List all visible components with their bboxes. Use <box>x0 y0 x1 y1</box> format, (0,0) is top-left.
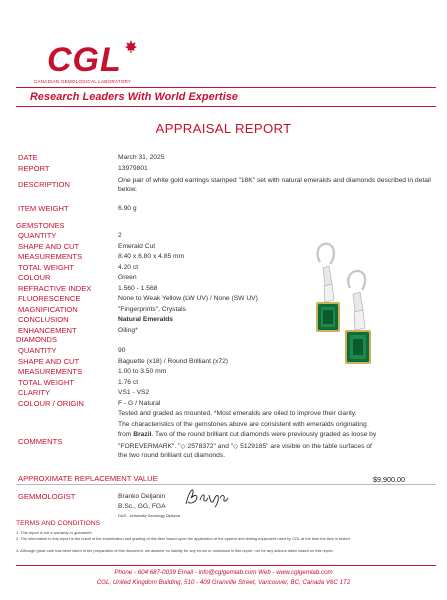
report-label: REPORT <box>18 164 50 173</box>
dia-clarity-value: VS1 - VS2 <box>118 389 150 396</box>
gem-colour-label: COLOUR <box>18 273 51 282</box>
terms-item-1: 1. This report is not a warranty or guarantee. <box>16 530 93 535</box>
dia-quantity-value: 90 <box>118 347 126 354</box>
dia-measurements-label: MEASUREMENTS <box>18 367 83 376</box>
footer-contact: Phone - 604 687-0039 Email - info@cglgemlab.com Web - www.cglgemlab.com <box>114 569 333 576</box>
date-value: March 31, 2025 <box>118 154 165 161</box>
gem-enhancement-value: Oiling* <box>118 326 138 334</box>
valuation-divider <box>16 484 436 485</box>
comments-line-1: Tested and graded as mounted. *Most emeralds are oiled to improve their clarity. <box>118 410 357 417</box>
header-divider <box>16 87 436 88</box>
gemmologist-credentials: B.Sc., GG, FGA <box>118 503 166 510</box>
logo-subtitle: CANADIAN GEMOLOGICAL LABORATORY <box>34 79 132 84</box>
tagline-divider <box>16 106 436 107</box>
dia-shape-value: Baguette (x18) / Round Brilliant (x72) <box>118 357 229 365</box>
dia-shape-label: SHAPE AND CUT <box>18 356 80 366</box>
gem-conclusion-value: Natural Emeralds <box>118 316 174 323</box>
valuation-label: APPROXIMATE REPLACEMENT VALUE <box>18 474 158 483</box>
footer-divider <box>16 565 436 566</box>
comments-line-4: "FOREVERMARK". "◇ 2578372" and "◇ 5129185" are visible on the table surfaces of <box>118 442 372 450</box>
comments-label: COMMENTS <box>18 437 63 446</box>
dia-quantity-label: QUANTITY <box>18 346 57 355</box>
gem-fluorescence-label: FLUORESCENCE <box>18 294 81 303</box>
page-title: APPRAISAL REPORT <box>155 121 292 136</box>
left-earring <box>316 244 340 332</box>
cgl-logo <box>45 40 145 80</box>
right-earring <box>345 271 371 364</box>
comments-text-cont: . Two of the round brilliant cut diamonds were previously graded as loose by <box>151 431 377 438</box>
valuation-value: $9,900.00 <box>373 475 405 484</box>
description-value: One pair of white gold earrings stamped "18K" set with natural emeralds and diamonds described in detail below. <box>118 177 431 194</box>
gem-refractive-index-label: REFRACTIVE INDEX <box>18 283 92 293</box>
gem-refractive-index-value: 1.560 - 1.568 <box>118 284 158 292</box>
terms-item-3: 3. Although great care has been taken in the preparation of this document, we assume no liability for any errors or omissions in this report, nor for any actions taken based on this report. <box>16 548 334 553</box>
dia-total-weight-value: 1.76 ct <box>118 378 139 386</box>
signature <box>182 486 232 510</box>
dia-total-weight-label: TOTAL WEIGHT <box>18 377 74 387</box>
gem-shape-value: Emerald Cut <box>118 242 156 250</box>
description-label: DESCRIPTION <box>18 180 70 189</box>
gem-conclusion-label: CONCLUSION <box>18 315 69 324</box>
comments-line-5: the two round brilliant cut diamonds. <box>118 452 226 459</box>
logo-text: CGL <box>47 41 122 79</box>
gem-fluorescence-value: None to Weak Yellow (LW UV) / None (SW UV) <box>118 295 258 302</box>
date-label: DATE <box>18 153 38 162</box>
maple-leaf-icon <box>125 40 137 53</box>
dia-colour-origin-label: COLOUR / ORIGIN <box>18 398 84 408</box>
gem-colour-value: Green <box>118 274 137 281</box>
comments-line-2: The characteristics of the gemstones above are consistent with emeralds originating <box>118 420 367 428</box>
diamonds-heading: DIAMONDS <box>16 335 57 344</box>
tagline: Research Leaders With World Expertise <box>30 91 239 103</box>
comments-text: from <box>118 431 134 438</box>
gemmologist-diploma: DUG - University Gemology Diploma <box>118 514 180 518</box>
report-value: 13979801 <box>118 165 148 172</box>
terms-item-2: 2. The information in this report is the result of the examination and grading of this item based upon the application of the system and testing equipment used by CGL at the time the item is tested. <box>16 536 351 541</box>
item-weight-value: 6.90 g <box>118 205 137 212</box>
gemmologist-name: Branko Deljanin <box>118 493 166 500</box>
item-weight-label: ITEM WEIGHT <box>18 204 69 213</box>
dia-clarity-label: CLARITY <box>18 388 51 397</box>
gem-measurements-value: 8.40 x 6.80 x 4.85 mm <box>118 253 185 260</box>
comments-line-3 <box>118 431 376 438</box>
gem-quantity-value: 2 <box>118 232 122 239</box>
gem-magnification-label: MAGNIFICATION <box>18 304 78 314</box>
gem-measurements-label: MEASUREMENTS <box>18 252 83 261</box>
footer-address: CGL, United Kingdom Building, 510 - 409 Granville Street, Vancouver, BC, Canada V6C 1T2 <box>96 579 351 586</box>
gem-enhancement-label: ENHANCEMENT <box>18 325 77 335</box>
gem-shape-label: SHAPE AND CUT <box>18 241 80 251</box>
gem-quantity-label: QUANTITY <box>18 231 57 240</box>
dia-measurements-value: 1.00 to 3.50 mm <box>118 368 167 375</box>
gem-total-weight-value: 4.20 ct <box>118 263 139 271</box>
gemstones-heading: GEMSTONES <box>16 221 65 230</box>
terms-heading: TERMS AND CONDITIONS <box>16 520 101 527</box>
comments-origin: Brazil <box>133 431 152 438</box>
dia-colour-origin-value: F - G / Natural <box>118 399 161 407</box>
gem-magnification-value: "Fingerprints", Crystals <box>118 305 186 313</box>
earrings-photo <box>312 240 378 382</box>
gem-total-weight-label: TOTAL WEIGHT <box>18 262 74 272</box>
gemmologist-label: GEMMOLOGIST <box>18 492 76 501</box>
